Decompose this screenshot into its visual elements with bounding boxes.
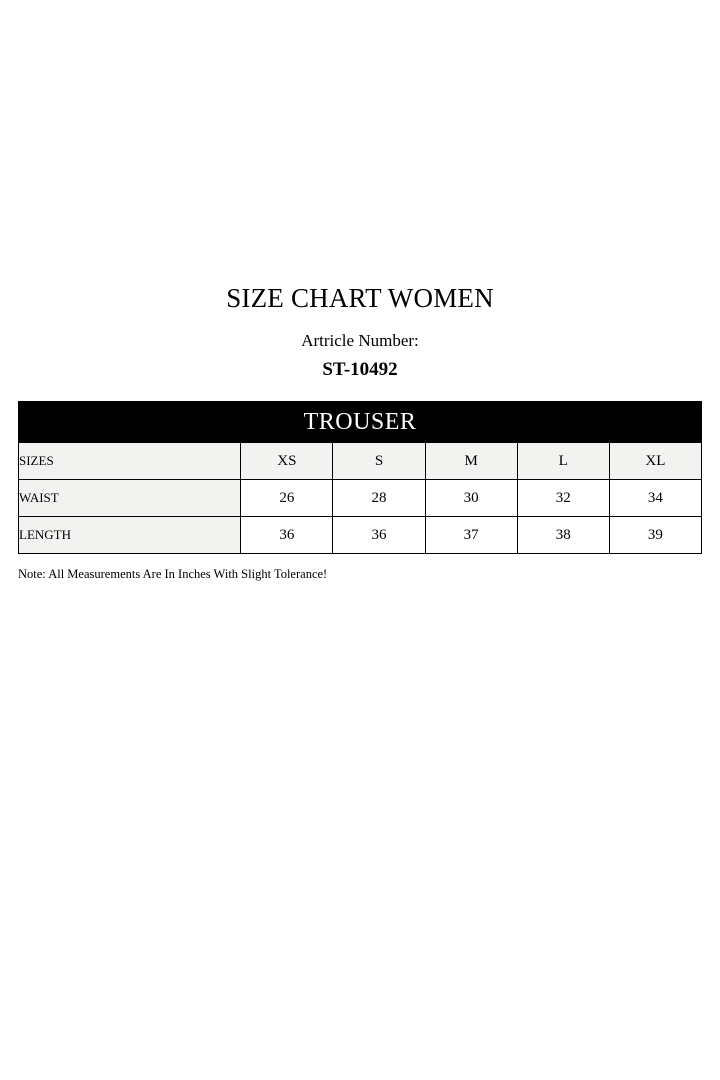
article-number-value: ST-10492 [322,359,398,380]
waist-xl-value: 34 [609,480,701,517]
waist-xs-value: 26 [241,480,333,517]
waist-s-value: 28 [333,480,425,517]
waist-l-value: 32 [517,480,609,517]
size-chart-table [18,401,702,554]
size-column-xs: XS [241,443,333,480]
table-banner-row [19,402,702,443]
sizes-header-label: SIZES [19,443,241,480]
table-row [19,517,702,554]
measurement-note: Note: All Measurements Are In Inches With Slight Tolerance! [18,567,328,581]
table-header-row [19,443,702,480]
size-column-xl: XL [609,443,701,480]
length-l-value: 38 [517,517,609,554]
size-column-s: S [333,443,425,480]
size-chart-document [18,282,702,582]
waist-m-value: 30 [425,480,517,517]
size-column-m: M [425,443,517,480]
length-xl-value: 39 [609,517,701,554]
article-number-label: Artricle Number: [301,331,419,350]
measurement-label-waist: WAIST [19,480,241,517]
measurement-label-length: LENGTH [19,517,241,554]
table-row [19,480,702,517]
product-type-banner: TROUSER [19,402,702,443]
page-title: SIZE CHART WOMEN [226,283,494,313]
length-s-value: 36 [333,517,425,554]
size-column-l: L [517,443,609,480]
length-m-value: 37 [425,517,517,554]
length-xs-value: 36 [241,517,333,554]
